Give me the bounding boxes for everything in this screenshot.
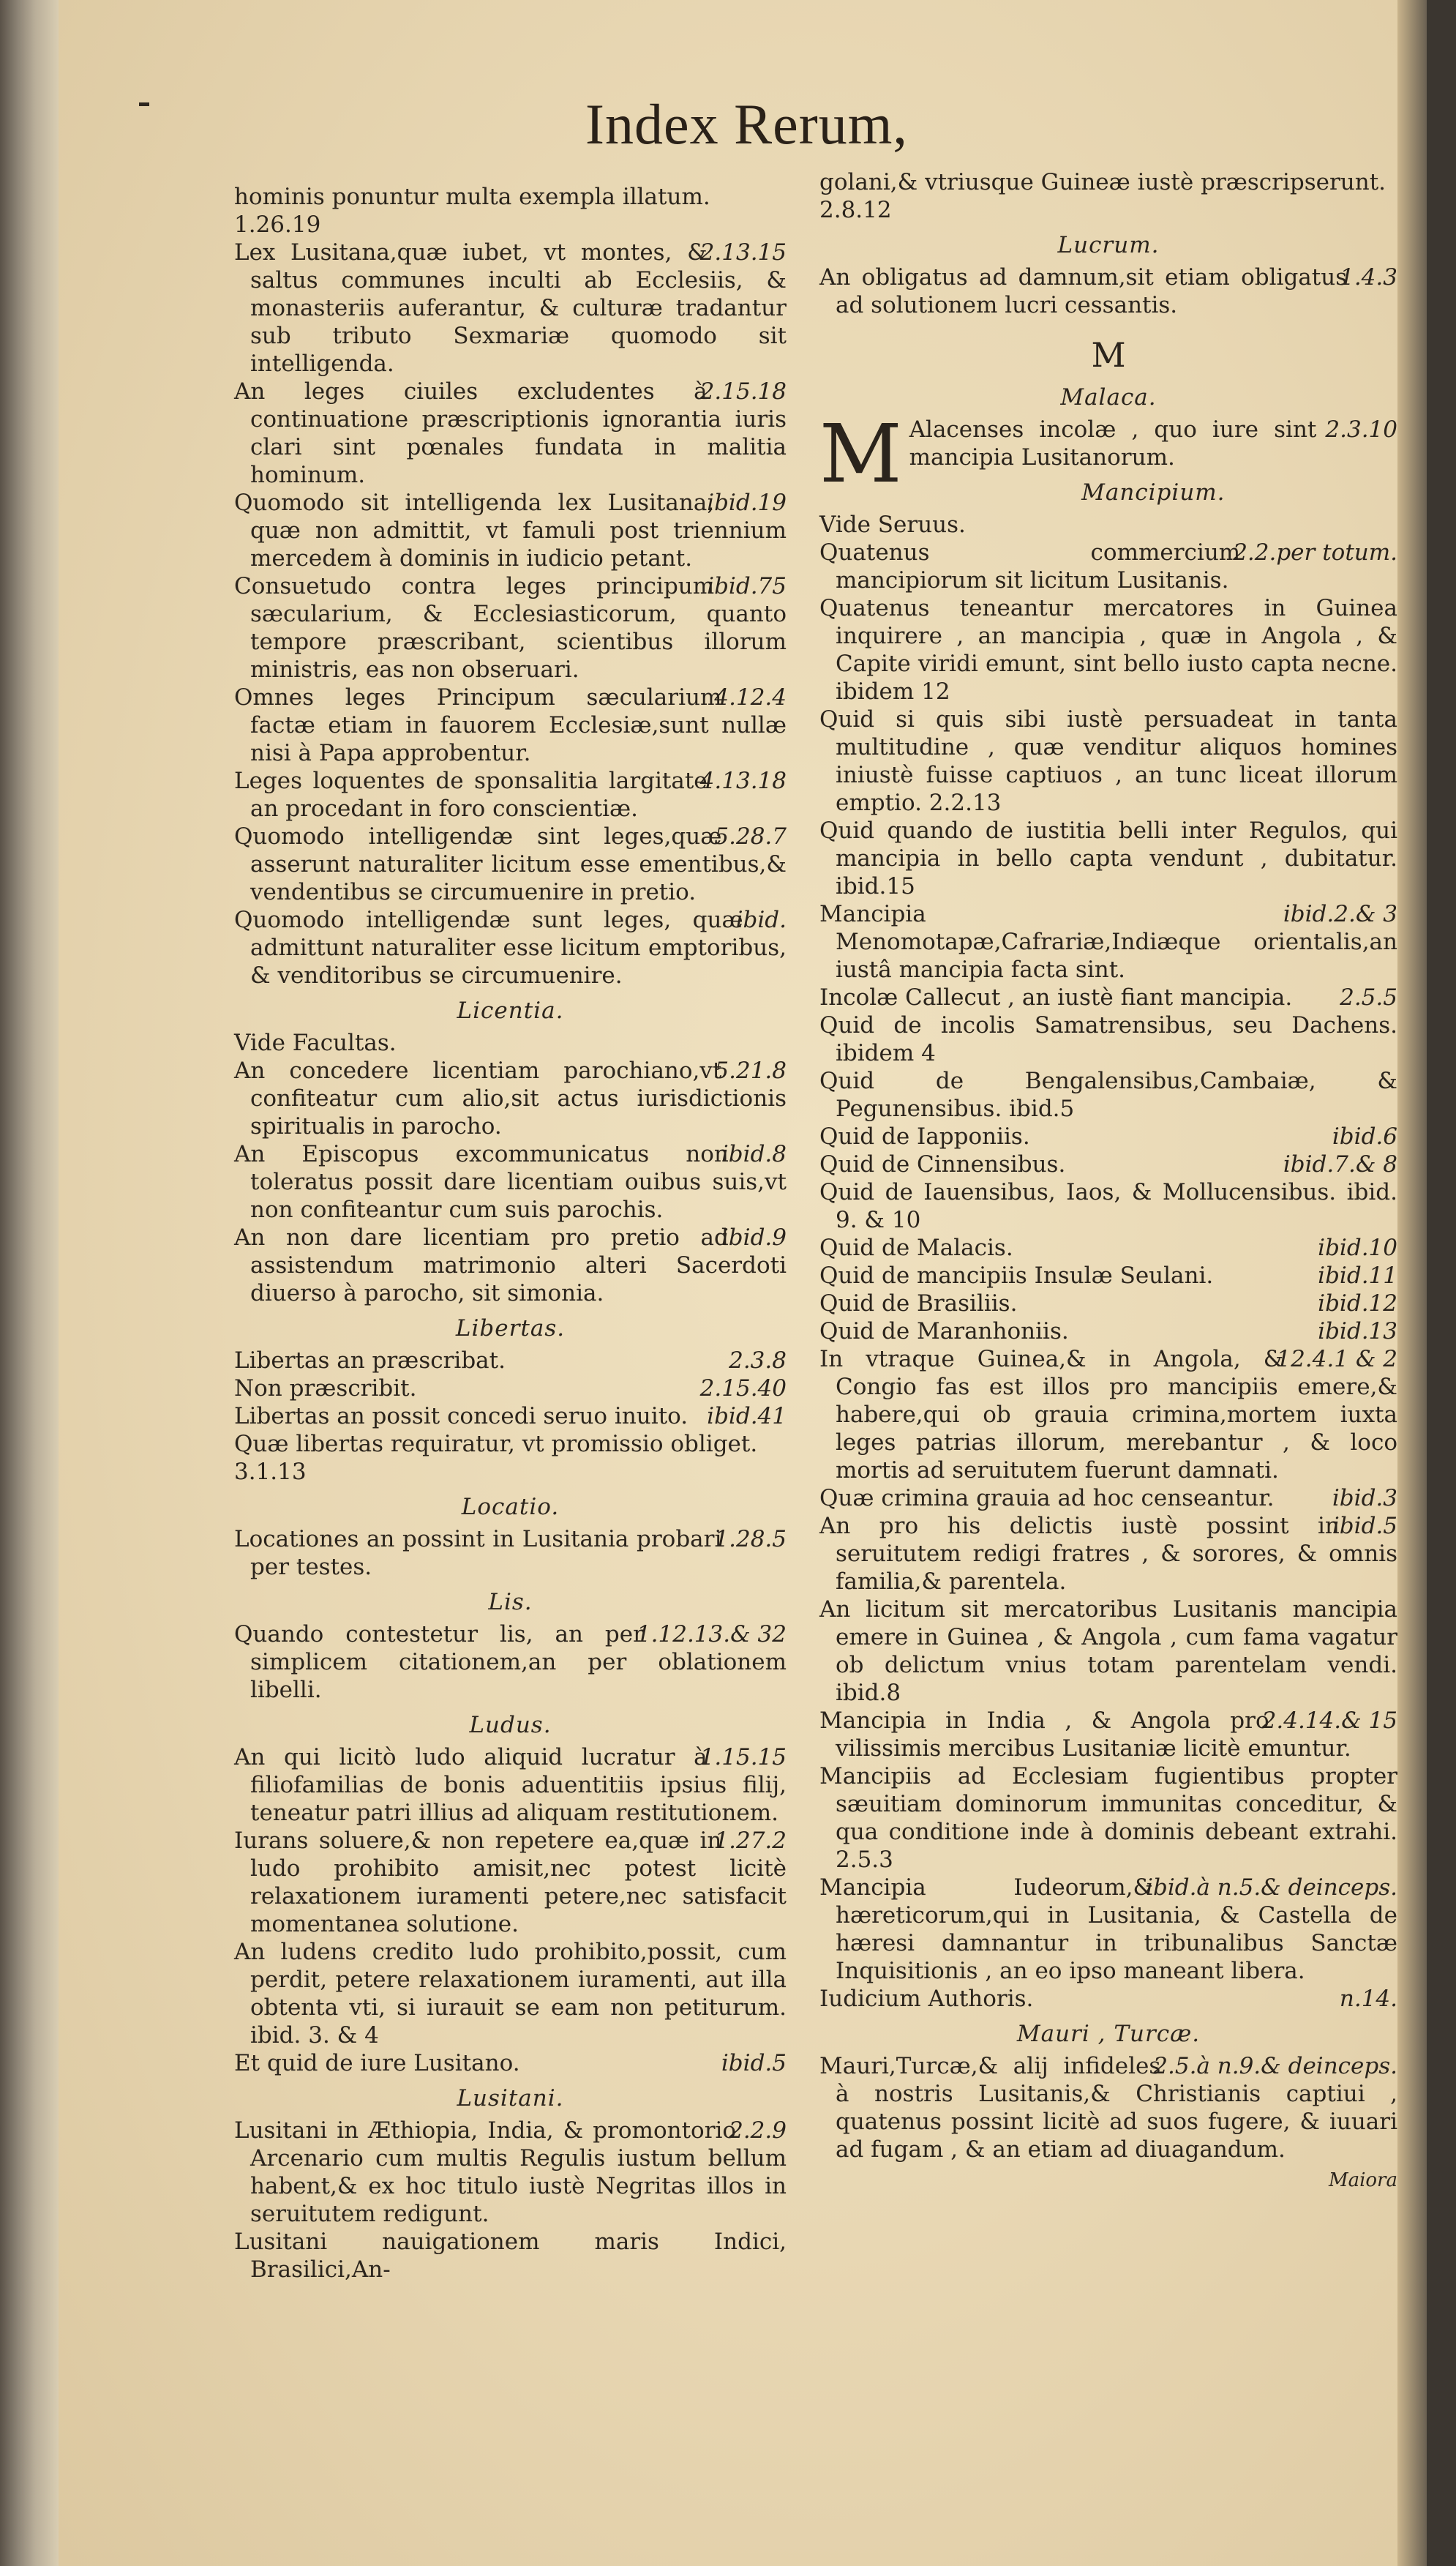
entry-reference: 1.12.13.& 32 <box>636 1621 787 1647</box>
index-entry <box>234 1938 787 2049</box>
entry-reference: ibid.9 <box>721 1224 787 1251</box>
entry-text: An pro his delictis iustè possint in seruitutem redigi fratres , & sorores, & omnis familia,& parentela. <box>819 1513 1397 1595</box>
entry-reference: 1.4.3 <box>1340 264 1397 291</box>
entry-text: Iurans soluere,& non repetere ea,quæ in ludo prohibito amisit,nec potest licitè relaxationem iuramenti petere,nec satisfacit momentanea solutione. <box>234 1828 787 1937</box>
index-entry <box>819 1317 1397 1345</box>
index-entry <box>234 767 787 823</box>
index-entry <box>819 1067 1397 1123</box>
entry-text: Quid de mancipiis Insulæ Seulani. <box>819 1263 1214 1289</box>
entry-text: Quæ libertas requiratur, vt promissio obliget. <box>234 1431 758 1457</box>
entry-reference: ibid.8 <box>721 1141 787 1167</box>
entry-reference: ibid.41 <box>707 1403 787 1429</box>
entry-text: An obligatus ad damnum,sit etiam obligatus ad solutionem lucri cessantis. <box>819 264 1348 318</box>
entry-reference: ibid.3 <box>1332 1485 1397 1511</box>
entry-reference: ibid.10 <box>1318 1235 1397 1261</box>
entry-reference: 5.28.7 <box>714 823 787 850</box>
index-entry <box>234 2117 787 2228</box>
entry-text: An Episcopus excommunicatus non toleratus possit dare licentiam ouibus suis,vt non confiteantur cum suis parochis. <box>234 1141 787 1223</box>
index-entry <box>234 1430 787 1458</box>
entry-text: Consuetudo contra leges principum sæcularium, & Ecclesiasticorum, quanto tempore præscribant, scientibus illorum ministris, eas non obseruari. <box>234 573 787 683</box>
index-heading: Lucrum. <box>1057 232 1160 258</box>
entry-reference: ibid.5 <box>721 2050 787 2076</box>
entry-text: Lusitani in Æthiopia, India, & promontorio Arcenario cum multis Regulis iustum bellum habent,& ex hoc titulo iustè Negritas illos in seruitutem redigunt. <box>234 2117 787 2227</box>
entry-text: Quid de Iapponiis. <box>819 1123 1030 1150</box>
entry-text: Quid de Maranhoniis. <box>819 1318 1069 1344</box>
entry-text: Mancipia Iudeorum,& hæreticorum,qui in Lusitania, & Castella de hæresi damnantur in tribunalibus Sanctæ Inquisitionis , an eo ipso maneant libera. <box>819 1874 1397 1984</box>
index-entry <box>819 1762 1397 1874</box>
entry-text: Quando contestetur lis, an per simplicem citationem,an per oblationem libelli. <box>234 1621 787 1703</box>
index-entry <box>819 539 1397 594</box>
index-heading: Mancipium. <box>1081 479 1226 506</box>
index-entry <box>234 239 787 378</box>
index-entry <box>819 1707 1397 1762</box>
entry-reference: ibid.6 <box>1332 1123 1397 1150</box>
entry-text: Quid quando de iustitia belli inter Regulos, qui mancipia in bello capta vendunt , dubitatur. ibid.15 <box>819 818 1397 899</box>
entry-reference: ibid.75 <box>707 573 787 599</box>
index-entry <box>234 2228 787 2283</box>
index-entry <box>819 511 1397 539</box>
catchword: Maiora <box>1328 2169 1397 2191</box>
index-entry <box>234 1347 787 1374</box>
index-entry <box>234 1029 787 1057</box>
index-entry <box>234 1402 787 1430</box>
entry-reference: 2.15.40 <box>699 1375 787 1402</box>
entry-reference: 12.4.1 & 2 <box>1276 1346 1397 1372</box>
entry-text: Vide Facultas. <box>234 1030 397 1056</box>
entry-text: Lex Lusitana,quæ iubet, vt montes, & saltus communes inculti ab Ecclesiis, & monasteriis auferantur, & culturæ tradantur sub tributo Sexmariæ quomodo sit intelligenda. <box>234 239 787 377</box>
book-edge <box>0 0 59 2566</box>
index-heading: Libertas. <box>455 1315 566 1342</box>
entry-reference: 1.28.5 <box>714 1526 787 1552</box>
entry-text: Quid de Malacis. <box>819 1235 1013 1261</box>
index-entry <box>234 1224 787 1307</box>
section-letter: M <box>1091 335 1126 375</box>
entry-reference: 2.2.per totum. <box>1233 539 1397 566</box>
index-entry <box>234 823 787 906</box>
index-entry <box>234 1620 787 1704</box>
index-heading: Ludus. <box>469 1712 552 1738</box>
entry-text: golani,& vtriusque Guineæ iustè præscripserunt. <box>819 169 1386 195</box>
index-entry <box>819 1484 1397 1512</box>
index-entry <box>234 1140 787 1224</box>
entry-text: Mancipiis ad Ecclesiam fugientibus propter sæuitiam dominorum immunitas conceditur, & qua conditione inde à dominis debeant extrahi. 2.5.3 <box>819 1763 1397 1873</box>
entry-text: Quid de incolis Samatrensibus, seu Dachens. ibidem 4 <box>819 1012 1397 1066</box>
index-entry <box>234 572 787 684</box>
index-heading: Lis. <box>488 1589 533 1615</box>
entry-reference: ibid.7.& 8 <box>1283 1151 1397 1178</box>
entry-text: Incolæ Callecut , an iustè fiant mancipia. <box>819 984 1293 1011</box>
left-column <box>234 183 787 2283</box>
index-heading: Locatio. <box>461 1494 560 1520</box>
index-entry <box>819 1262 1397 1290</box>
index-entry <box>234 1525 787 1581</box>
index-entry <box>819 1985 1397 2013</box>
entry-text: Quid de Iauensibus, Iaos, & Mollucensibus. ibid. 9. & 10 <box>819 1179 1397 1233</box>
entry-text: An leges ciuiles excludentes à continuatione præscriptionis ignorantia iuris clari sint pœnales fundata in malitia hominum. <box>234 378 787 488</box>
entry-text: Iudicium Authoris. <box>819 1986 1034 2012</box>
entry-reference: ibid.à n.5.& deinceps. <box>1146 1874 1397 1901</box>
index-entry <box>819 1290 1397 1317</box>
entry-text: Mauri,Turcæ,& alij infideles à nostris Lusitanis,& Christianis captiui , quatenus possint licitè ad suos fugere, & iuuari ad fugam , & an etiam ad diuagandum. <box>819 2053 1397 2163</box>
entry-text: An non dare licentiam pro pretio ad assistendum matrimonio alteri Sacerdoti diuerso à parocho, sit simonia. <box>234 1224 787 1306</box>
entry-text: Quatenus teneantur mercatores in Guinea inquirere , an mancipia , quæ in Angola , & Capite viridi emunt, sint bello iusto capta necne. ibidem 12 <box>819 595 1397 705</box>
entry-text: 1.26.19 <box>234 212 321 238</box>
drop-cap: M <box>819 407 902 501</box>
entry-reference: 2.3.10 <box>1325 416 1397 443</box>
entry-text: Et quid de iure Lusitano. <box>234 2050 520 2076</box>
index-entry <box>234 1374 787 1402</box>
index-entry <box>819 263 1397 319</box>
entry-reference: ibid. <box>735 907 787 933</box>
index-entry <box>819 2052 1397 2163</box>
entry-text: An licitum sit mercatoribus Lusitanis mancipia emere in Guinea , & Angola , cum fama vagatur ob delictum vnius totam parentelam vendi. ibid.8 <box>819 1596 1397 1706</box>
entry-text: Quomodo sit intelligenda lex Lusitana, quæ non admittit, vt famuli post triennium mercedem à dominis in iudicio petant. <box>234 490 787 572</box>
entry-reference: 1.15.15 <box>699 1744 787 1770</box>
entry-text: Quomodo intelligendæ sunt leges, quæ admittunt naturaliter esse licitum emptoribus, & venditoribus se circumuenire. <box>234 907 787 989</box>
entry-reference: 2.5.5 <box>1340 984 1397 1011</box>
entry-text: Leges loquentes de sponsalitia largitate an procedant in foro conscientiæ. <box>234 768 708 822</box>
entry-text: Mancipia Menomotapæ,Cafrariæ,Indiæque orientalis,an iustâ mancipia facta sint. <box>819 901 1397 983</box>
entry-text: Mancipia in India , & Angola pro vilissimis mercibus Lusitaniæ licitè emuntur. <box>819 1707 1351 1762</box>
entry-text: Lusitani nauigationem maris Indici, Brasilici,An- <box>234 2229 787 2283</box>
entry-reference: 4.13.18 <box>699 768 787 794</box>
entry-reference: 2.4.14.& 15 <box>1261 1707 1397 1734</box>
index-entry <box>819 1151 1397 1178</box>
index-heading: Malaca. <box>1060 384 1157 411</box>
entry-reference: ibid.2.& 3 <box>1283 901 1397 927</box>
entry-text: 2.8.12 <box>819 197 892 223</box>
entry-text: Quid de Brasiliis. <box>819 1290 1018 1317</box>
index-entry <box>234 489 787 572</box>
index-entry <box>819 1512 1397 1596</box>
index-entry <box>819 984 1397 1011</box>
index-entry <box>234 684 787 767</box>
index-entry <box>234 1057 787 1140</box>
index-entry <box>819 1178 1397 1234</box>
entry-text: An concedere licentiam parochiano,vt confiteatur cum alio,sit actus iurisdictionis spiritualis in parocho. <box>234 1058 787 1140</box>
entry-reference: n.14. <box>1339 1986 1397 2012</box>
index-heading: Lusitani. <box>457 2085 564 2111</box>
index-entry <box>819 196 1397 224</box>
entry-reference: 4.12.4 <box>714 684 787 711</box>
entry-text: An ludens credito ludo prohibito,possit, cum perdit, petere relaxationem iuramenti, aut illa obtenta vti, si iurauit se eam non petiturum. ibid. 3. & 4 <box>234 1939 787 2049</box>
entry-text: Omnes leges Principum sæcularium factæ etiam in fauorem Ecclesiæ,sunt nullæ nisi à Papa approbentur. <box>234 684 787 766</box>
entry-text: Libertas an præscribat. <box>234 1347 506 1374</box>
entry-text: Quæ crimina grauia ad hoc censeantur. <box>819 1485 1275 1511</box>
entry-reference: ibid.11 <box>1318 1263 1397 1289</box>
entry-reference: 2.13.15 <box>699 239 787 266</box>
entry-text: Non præscribit. <box>234 1375 417 1402</box>
entry-text: Vide Seruus. <box>819 512 966 538</box>
entry-reference: ibid.13 <box>1318 1318 1397 1344</box>
index-heading: Licentia. <box>457 998 564 1024</box>
index-entry <box>819 706 1397 817</box>
index-entry <box>819 1345 1397 1484</box>
right-column <box>819 168 1397 2194</box>
index-entry <box>819 1596 1397 1707</box>
index-entry <box>234 1743 787 1827</box>
entry-text: Libertas an possit concedi seruo inuito. <box>234 1403 688 1429</box>
index-entry <box>234 1458 787 1486</box>
entry-reference: 5.21.8 <box>714 1058 787 1084</box>
index-entry <box>819 168 1397 196</box>
entry-reference: ibid.5 <box>1332 1513 1397 1539</box>
entry-reference: ibid.12 <box>1318 1290 1397 1317</box>
index-entry <box>819 1123 1397 1151</box>
index-entry <box>234 378 787 489</box>
index-entry <box>819 594 1397 706</box>
index-entry <box>819 1874 1397 1985</box>
index-entry <box>234 2049 787 2077</box>
entry-text: Locationes an possint in Lusitania probari per testes. <box>234 1526 722 1580</box>
entry-reference: ibid.19 <box>707 490 787 516</box>
entry-reference: 2.15.18 <box>699 378 787 405</box>
entry-reference: 2.5.à n.9.& deinceps. <box>1153 2053 1397 2079</box>
entry-reference: 2.3.8 <box>729 1347 787 1374</box>
index-heading: Mauri , Turcæ. <box>1016 2021 1201 2047</box>
entry-text: An qui licitò ludo aliquid lucratur à filiofamilias de bonis aduentitiis ipsius filij, teneatur patri illius ad aliquam restitutionem. <box>234 1744 787 1826</box>
index-entry <box>234 183 787 211</box>
entry-text: 3.1.13 <box>234 1459 307 1485</box>
entry-reference: 2.2.9 <box>729 2117 787 2144</box>
index-entry <box>234 906 787 990</box>
index-entry <box>819 900 1397 984</box>
index-entry <box>819 1011 1397 1067</box>
entry-reference: 1.27.2 <box>714 1828 787 1854</box>
entry-text: Quatenus commercium mancipiorum sit licitum Lusitanis. <box>819 539 1241 594</box>
gutter-shadow <box>1397 0 1427 2566</box>
entry-text: Quid de Bengalensibus,Cambaiæ, & Pegunensibus. ibid.5 <box>819 1068 1397 1122</box>
index-entry <box>819 817 1397 900</box>
ink-speck <box>139 102 149 106</box>
entry-text: Alacenses incolæ , quo iure sint mancipia Lusitanorum. <box>909 416 1317 471</box>
page-header: Index Rerum, <box>585 92 908 156</box>
index-entry <box>819 1234 1397 1262</box>
index-entry <box>234 211 787 239</box>
entry-text: Quid si quis sibi iustè persuadeat in tanta multitudine , quæ venditur aliquos homines iniustè fuisse captiuos , an tunc liceat illorum emptio. 2.2.13 <box>819 706 1397 816</box>
entry-text: Quid de Cinnensibus. <box>819 1151 1066 1178</box>
index-entry <box>234 1827 787 1938</box>
entry-text: In vtraque Guinea,& in Angola, & Congio fas est illos pro mancipiis emere,& habere,qui ob grauia crimina,mortem iuxta leges patrias illorum, merebantur , & loco mortis ad seruitutem fuerunt damnati. <box>819 1346 1397 1484</box>
entry-text: Quomodo intelligendæ sint leges,quæ asserunt naturaliter licitum esse ementibus,& vendentibus se circumuenire in pretio. <box>234 823 787 905</box>
entry-text: hominis ponuntur multa exempla illatum. <box>234 184 710 210</box>
